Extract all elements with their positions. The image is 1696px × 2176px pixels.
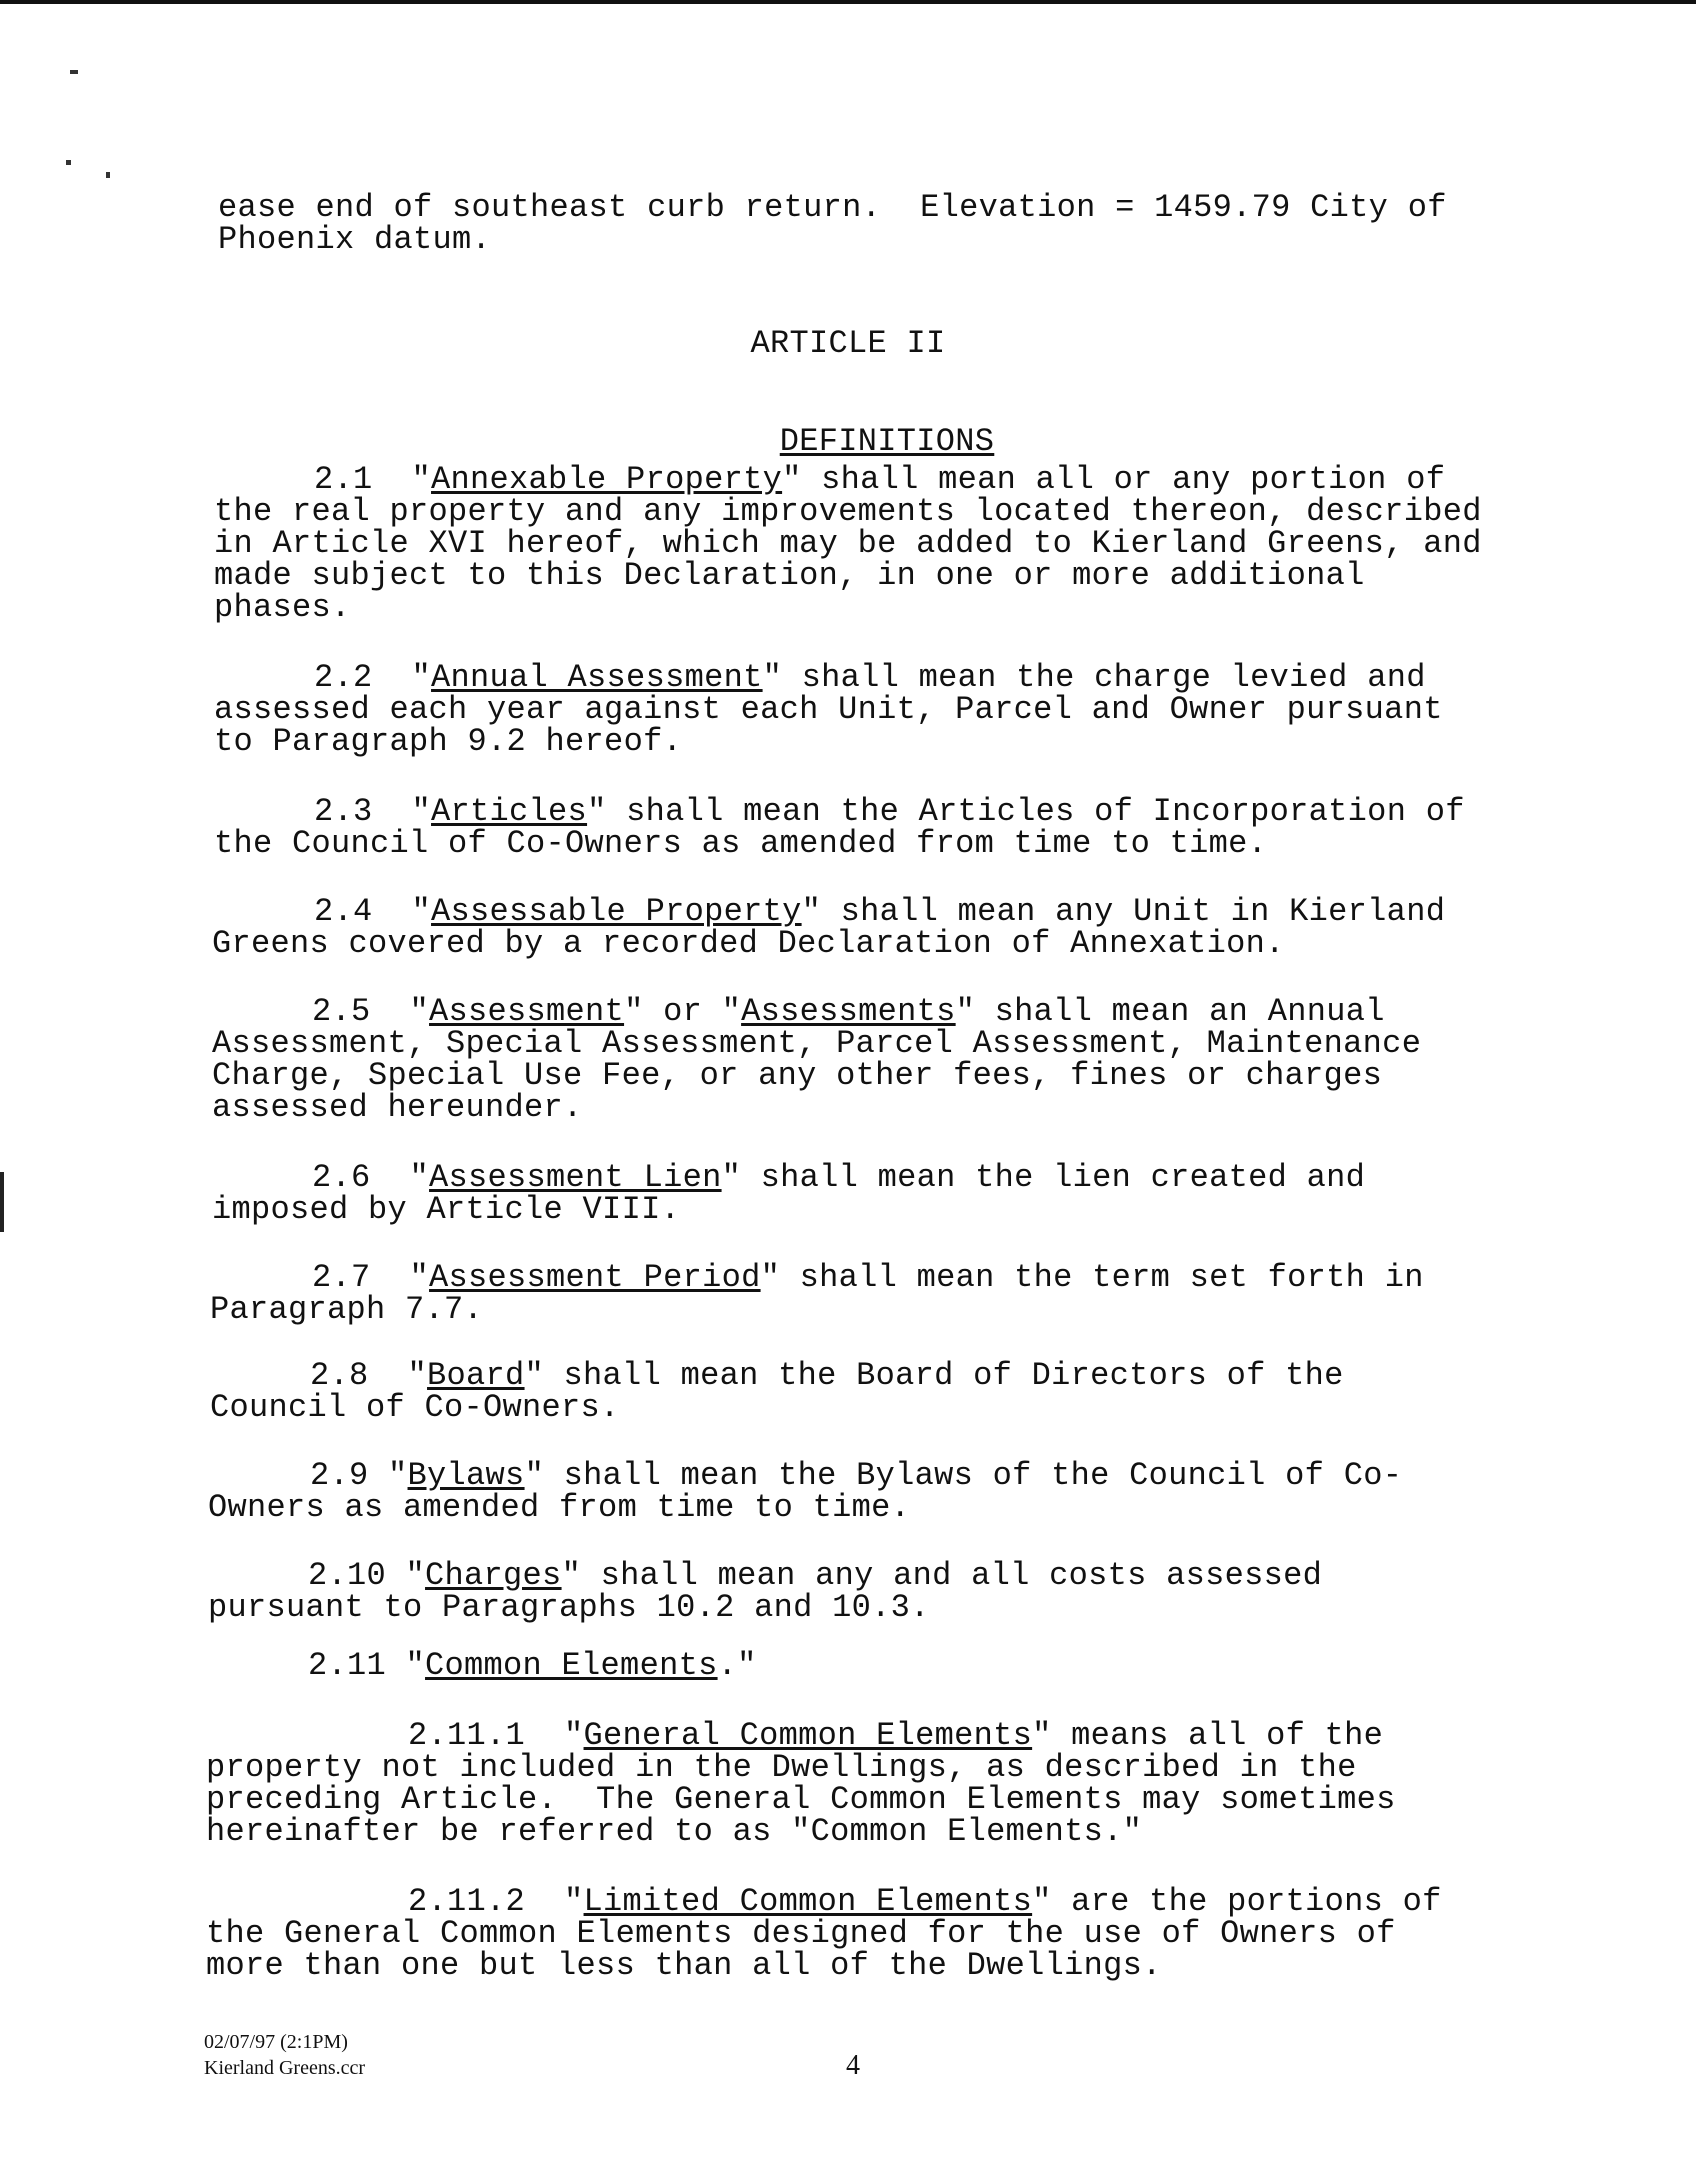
definition-text: " means all of the [1032,1717,1384,1754]
definition-text: " shall mean the charge levied and [762,659,1426,696]
intro-line: Phoenix datum. [218,221,492,258]
defined-term: Assessment [429,993,625,1030]
section-number: 2.2 [314,659,373,696]
definition-2-6: 2.6 "Assessment Lien" shall mean the lien created and [312,1159,1366,1196]
definition-text: " shall mean any Unit in Kierland [801,893,1446,930]
section-number: 2.11.1 [408,1717,526,1754]
section-number: 2.4 [314,893,373,930]
definition-2-11-2: 2.11.2 "Limited Common Elements" are the portions of [408,1883,1442,1920]
definition-text: " shall mean the lien created and [721,1159,1366,1196]
definition-2-7: 2.7 "Assessment Period" shall mean the term set forth in [312,1259,1424,1296]
defined-term: Annual Assessment [431,659,763,696]
section-number: 2.1 [314,461,373,498]
section-number: 2.7 [312,1259,371,1296]
definition-line: more than one but less than all of the Dwellings. [206,1947,1162,1984]
defined-term: Assessment Period [429,1259,761,1296]
section-number: 2.11 [308,1647,387,1684]
article-heading: ARTICLE II [750,325,946,362]
definition-line: Greens covered by a recorded Declaration of Annexation. [212,925,1285,962]
defined-term: Assessment Lien [429,1159,722,1196]
defined-term: Bylaws [407,1457,525,1494]
article-subheading: DEFINITIONS [779,423,995,460]
defined-term: Board [427,1357,525,1394]
definition-text: " shall mean the Bylaws of the Council of Co- [524,1457,1403,1494]
section-number: 2.10 [308,1557,387,1594]
defined-term: Articles [431,793,588,830]
defined-term: Annexable Property [431,461,783,498]
definition-line: assessed hereunder. [212,1089,583,1126]
footer-filename: Kierland Greens.ccr [204,2057,366,2079]
definition-line: the General Common Elements designed for the use of Owners of [206,1915,1396,1952]
definition-line: Charge, Special Use Fee, or any other fees, fines or charges [212,1057,1383,1094]
definition-line: imposed by Article VIII. [212,1191,681,1228]
definition-line: to Paragraph 9.2 hereof. [214,723,683,760]
definition-line: Paragraph 7.7. [210,1291,484,1328]
definition-line: assessed each year against each Unit, Parcel and Owner pursuant [214,691,1443,728]
definition-line: hereinafter be referred to as "Common Elements." [206,1813,1143,1850]
definition-text: " shall mean all or any portion of [782,461,1446,498]
definition-text: " or " [624,993,742,1030]
section-number: 2.8 [310,1357,369,1394]
defined-term: General Common Elements [583,1717,1033,1754]
intro-line: ease end of southeast curb return. Elevation = 1459.79 City of [218,189,1447,226]
definition-line: Council of Co-Owners. [210,1389,620,1426]
section-number: 2.3 [314,793,373,830]
definition-line: preceding Article. The General Common Elements may sometimes [206,1781,1396,1818]
definition-2-3: 2.3 "Articles" shall mean the Articles of Incorporation of [314,793,1465,830]
definition-text: " shall mean any and all costs assessed [561,1557,1323,1594]
footer-date: 02/07/97 (2:1PM) [204,2031,348,2053]
defined-term: Charges [425,1557,562,1594]
defined-term: Limited Common Elements [583,1883,1033,1920]
definition-line: made subject to this Declaration, in one or more additional [214,557,1365,594]
definition-2-5: 2.5 "Assessment" or "Assessments" shall mean an Annual [312,993,1385,1030]
section-number: 2.11.2 [408,1883,526,1920]
definition-line: the real property and any improvements located thereon, described [214,493,1482,530]
section-number: 2.6 [312,1159,371,1196]
definition-2-4: 2.4 "Assessable Property" shall mean any Unit in Kierland [314,893,1446,930]
definition-2-9: 2.9 "Bylaws" shall mean the Bylaws of the Council of Co- [310,1457,1403,1494]
definition-line: in Article XVI hereof, which may be added to Kierland Greens, and [214,525,1482,562]
defined-term: Assessable Property [431,893,802,930]
definition-text: ." [717,1647,757,1684]
defined-term: Assessments [741,993,956,1030]
definition-line: property not included in the Dwellings, as described in the [206,1749,1357,1786]
definition-text: " shall mean the Board of Directors of the [524,1357,1344,1394]
definition-2-11-1: 2.11.1 "General Common Elements" means all of the [408,1717,1384,1754]
definition-text: " shall mean an Annual [955,993,1385,1030]
definition-text: " shall mean the term set forth in [760,1259,1424,1296]
page-number: 4 [846,2050,860,2081]
definition-line: Owners as amended from time to time. [208,1489,911,1526]
definition-2-8: 2.8 "Board" shall mean the Board of Directors of the [310,1357,1344,1394]
definition-line: the Council of Co-Owners as amended from time to time. [214,825,1268,862]
section-number: 2.9 [310,1457,369,1494]
definition-2-1: 2.1 "Annexable Property" shall mean all or any portion of [314,461,1446,498]
definition-2-10: 2.10 "Charges" shall mean any and all costs assessed [308,1557,1323,1594]
definition-2-2: 2.2 "Annual Assessment" shall mean the charge levied and [314,659,1426,696]
definition-line: pursuant to Paragraphs 10.2 and 10.3. [208,1589,930,1626]
section-number: 2.5 [312,993,371,1030]
definition-line: Assessment, Special Assessment, Parcel Assessment, Maintenance [212,1025,1422,1062]
definition-text: " shall mean the Articles of Incorporation of [587,793,1465,830]
definition-2-11: 2.11 "Common Elements." [308,1647,757,1684]
defined-term: Common Elements [425,1647,718,1684]
definition-line: phases. [214,589,351,626]
definition-text: " are the portions of [1032,1883,1442,1920]
